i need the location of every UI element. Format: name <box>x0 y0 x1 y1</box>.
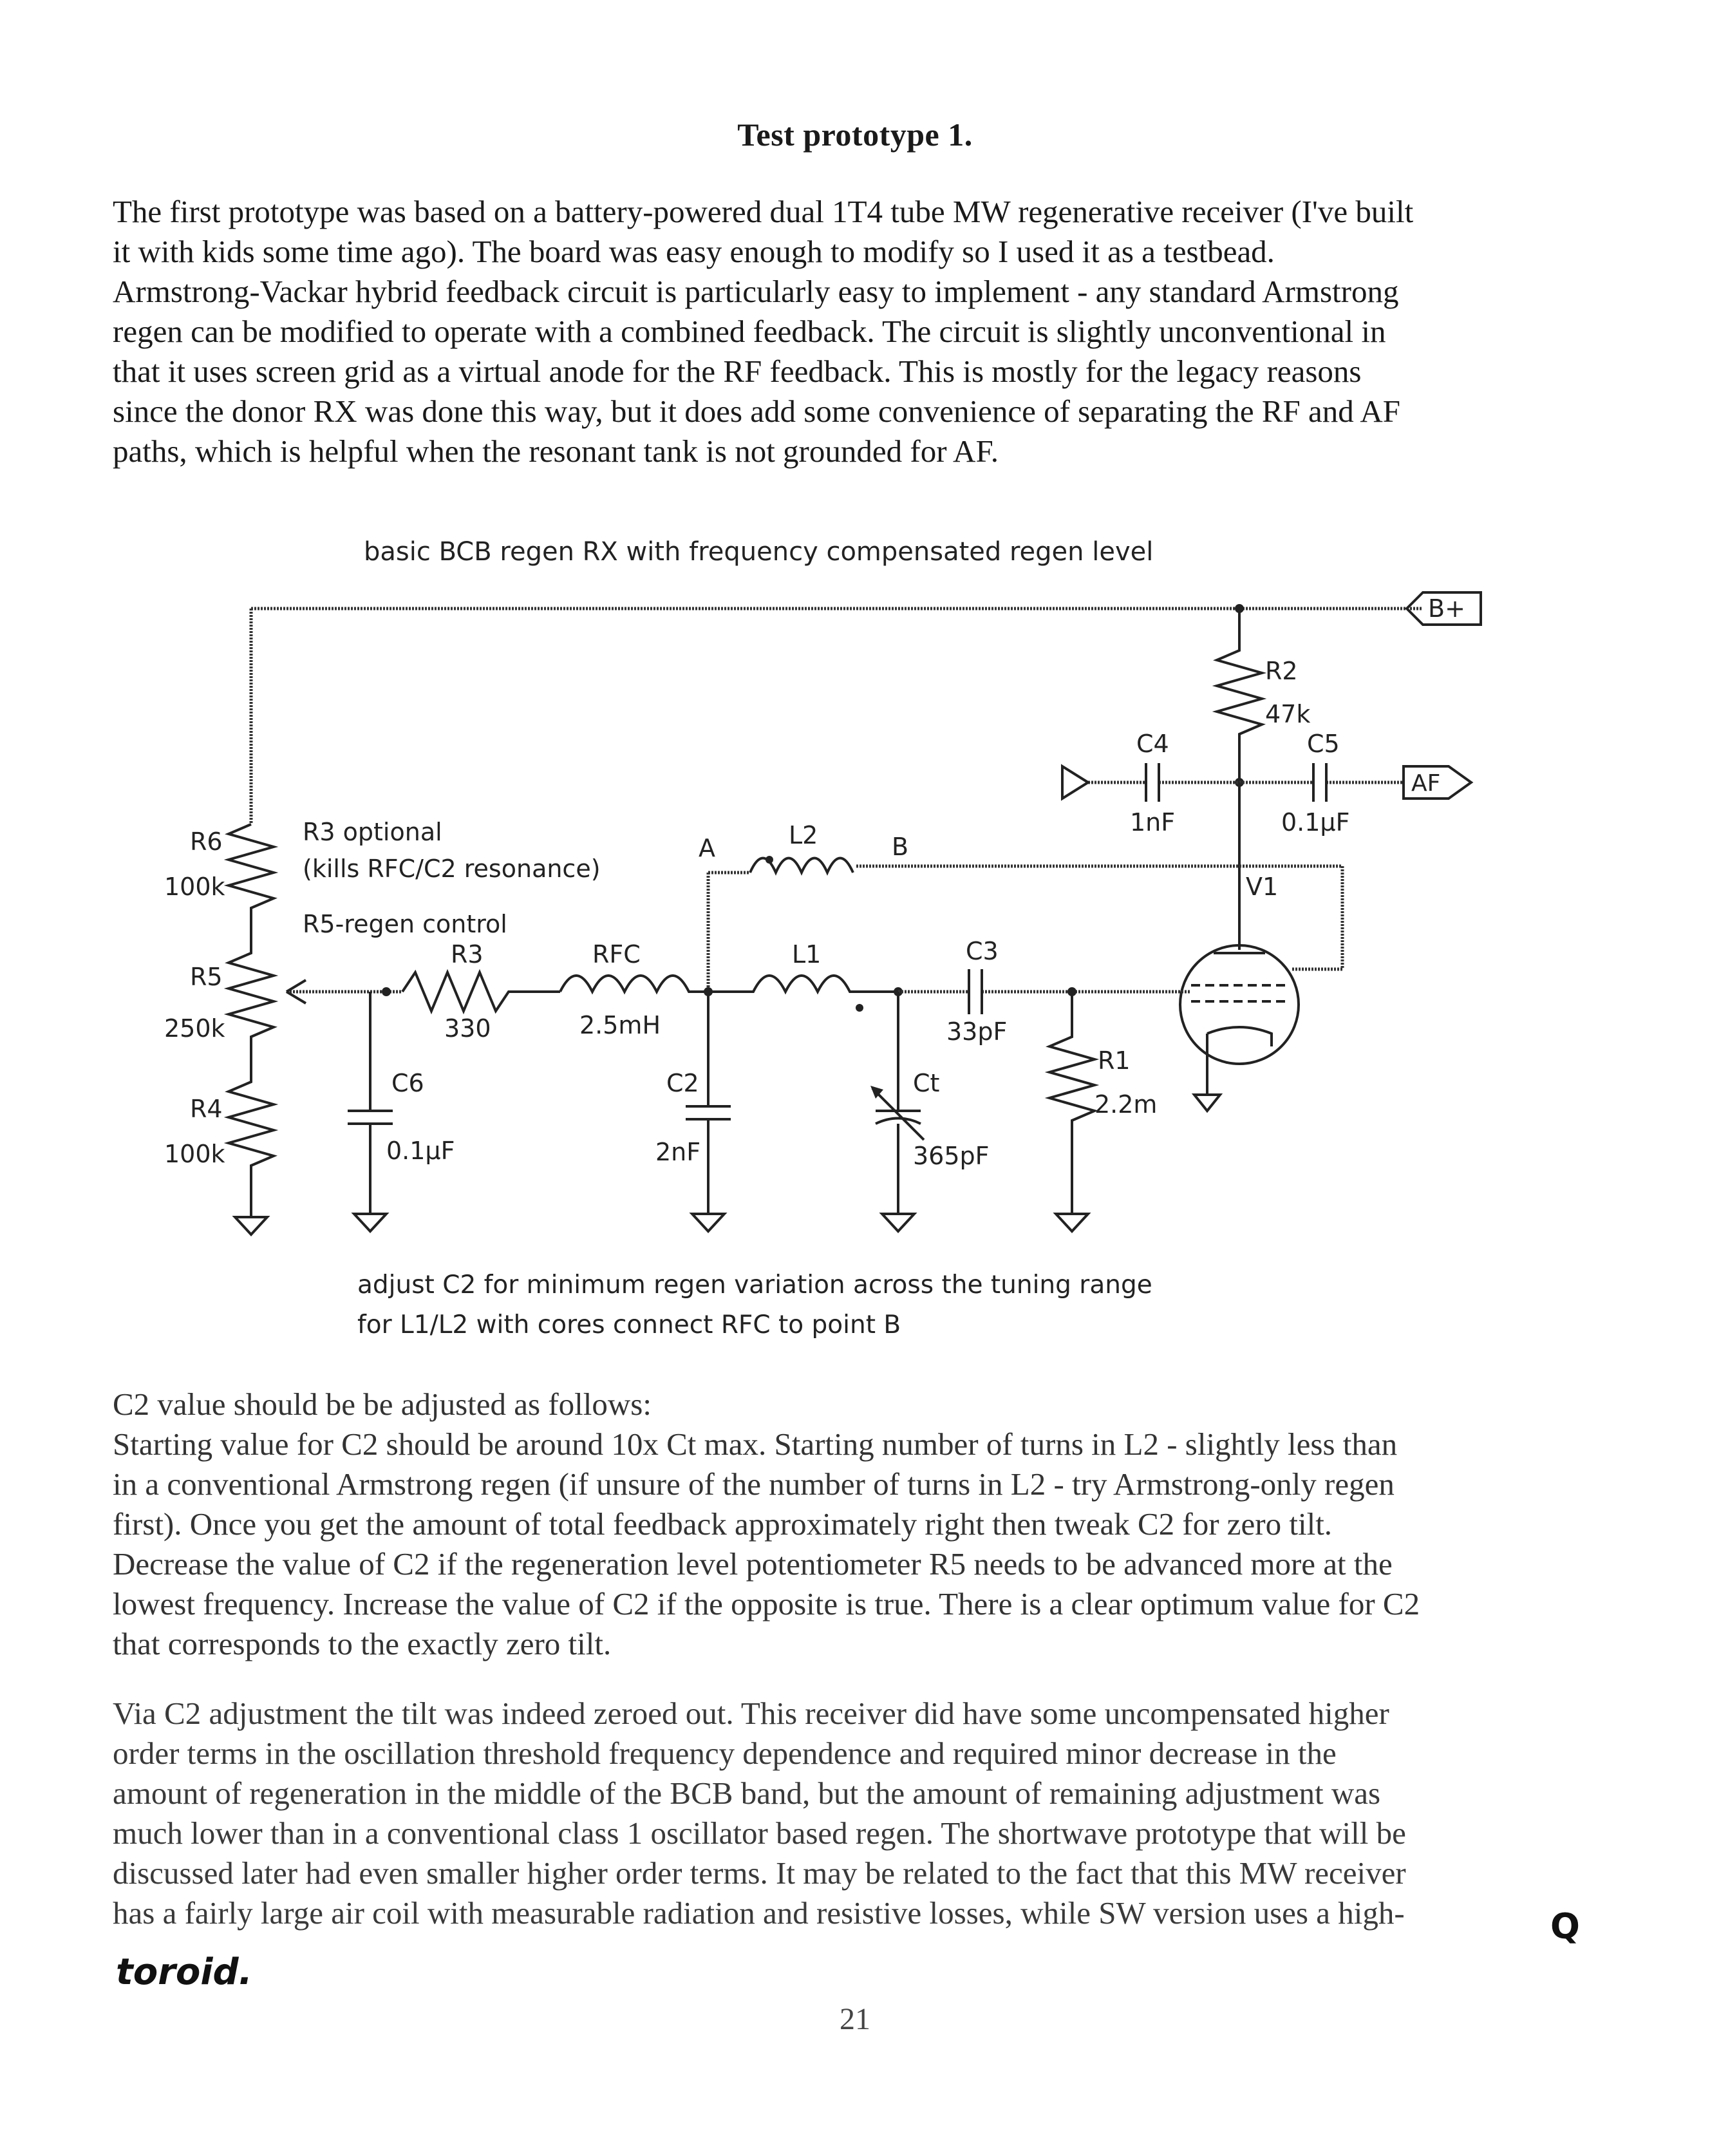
v1-tube <box>1180 945 1299 1064</box>
r3-value: 330 <box>444 1014 491 1043</box>
r2-resistor <box>1217 609 1262 782</box>
r1-name: R1 <box>1098 1046 1131 1075</box>
text-line: lowest frequency. Increase the value of C2 if the opposite is true. There is a clear optimum value for C2 <box>113 1586 1420 1622</box>
c5-name: C5 <box>1307 730 1340 758</box>
text-line: regen can be modified to operate with a combined feedback. The circuit is slightly unconventional in <box>113 314 1386 349</box>
l1-inductor <box>708 976 898 992</box>
ground-symbol <box>354 1214 386 1231</box>
c2-capacitor <box>686 992 731 1214</box>
c4-name: C4 <box>1136 730 1169 758</box>
r4-name: R4 <box>190 1095 223 1123</box>
r3-name: R3 <box>451 940 484 969</box>
r5-note: R5-regen control <box>303 910 507 938</box>
ground-symbol <box>692 1214 724 1231</box>
c5-value: 0.1μF <box>1281 808 1350 837</box>
r3-note-2: (kills RFC/C2 resonance) <box>303 855 601 883</box>
text-line: C2 value should be be adjusted as follows: <box>113 1386 652 1422</box>
c2-name: C2 <box>666 1069 699 1097</box>
schematic-caption-top: basic BCB regen RX with frequency compensated regen level <box>364 537 1154 567</box>
text-line: in a conventional Armstrong regen (if unsure of the number of turns in L2 - try Armstrong-only regen <box>113 1466 1395 1502</box>
v1-name: V1 <box>1246 873 1279 901</box>
ct-value: 365pF <box>913 1142 990 1170</box>
c5-capacitor <box>1313 763 1326 802</box>
c2-adjustment-paragraph <box>113 1385 1593 1664</box>
b-plus-label: B+ <box>1428 594 1465 623</box>
l2-dot <box>766 856 773 864</box>
node-a-wire <box>708 873 750 992</box>
text-line: has a fairly large air coil with measurable radiation and resistive losses, while SW version uses a high- <box>113 1895 1405 1931</box>
ground-symbol <box>1062 766 1088 799</box>
l2-inductor <box>750 858 853 873</box>
page-number: 21 <box>840 2002 870 2036</box>
ground-symbol <box>882 1214 914 1231</box>
c3-capacitor <box>969 969 982 1014</box>
text-line: that it uses screen grid as a virtual anode for the RF feedback. This is mostly for the legacy reasons <box>113 354 1362 389</box>
junction-dot <box>382 987 391 996</box>
text-line: it with kids some time ago). The board was easy enough to modify so I used it as a testbead. <box>113 234 1275 269</box>
results-paragraph <box>113 1694 1593 1933</box>
c4-capacitor <box>1146 763 1159 802</box>
text-line: Via C2 adjustment the tilt was indeed zeroed out. This receiver did have some uncompensated higher <box>113 1696 1389 1731</box>
text-line: since the donor RX was done this way, but it does add some convenience of separating the RF and AF <box>113 393 1400 429</box>
v1-filament <box>1207 1027 1272 1046</box>
handwritten-q: Q <box>1550 1906 1580 1947</box>
text-line: Decrease the value of C2 if the regeneration level potentiometer R5 needs to be advanced more at the <box>113 1546 1393 1582</box>
af-label: AF <box>1411 770 1441 797</box>
r5-value: 250k <box>164 1014 225 1043</box>
text-line: discussed later had even smaller higher order terms. It may be related to the fact that this MW receiver <box>113 1855 1406 1891</box>
r4-value: 100k <box>164 1140 225 1168</box>
text-line: that corresponds to the exactly zero tilt. <box>113 1626 612 1661</box>
rfc-name: RFC <box>592 940 641 969</box>
c2-value: 2nF <box>655 1138 701 1166</box>
ground-symbol <box>1056 1214 1088 1231</box>
r3-resistor <box>402 972 560 1011</box>
node-b-label: B <box>892 833 909 861</box>
c3-name: C3 <box>966 937 999 965</box>
r1-resistor <box>1049 992 1095 1214</box>
text-line: much lower than in a conventional class 1 oscillator based regen. The shortwave prototype that will be <box>113 1815 1406 1851</box>
r2-value: 47k <box>1265 700 1311 728</box>
page-title: Test prototype 1. <box>737 117 973 153</box>
text-line: Starting value for C2 should be around 10x Ct max. Starting number of turns in L2 - slightly less than <box>113 1426 1398 1462</box>
node-a-label: A <box>699 834 715 862</box>
l1-dot <box>856 1004 863 1012</box>
c6-value: 0.1μF <box>386 1137 455 1165</box>
l1-name: L1 <box>792 940 822 969</box>
c3-value: 33pF <box>946 1017 1008 1046</box>
r2-name: R2 <box>1265 657 1298 685</box>
text-line: Armstrong-Vackar hybrid feedback circuit is particularly easy to implement - any standard Armstrong <box>113 274 1399 309</box>
ct-variable-capacitor <box>876 992 921 1214</box>
ground-symbol <box>235 1217 267 1234</box>
c4-value: 1nF <box>1130 808 1176 837</box>
c6-capacitor <box>348 992 393 1214</box>
r3-note-1: R3 optional <box>303 818 442 846</box>
voltage-divider-r6-r5-r4 <box>229 824 274 1217</box>
ct-name: Ct <box>913 1069 940 1097</box>
bottom-note-2: for L1/L2 with cores connect RFC to point B <box>357 1310 901 1339</box>
handwritten-toroid: toroid. <box>116 1951 252 1993</box>
text-line: order terms in the oscillation threshold frequency dependence and required minor decrease in the <box>113 1735 1337 1771</box>
r6-name: R6 <box>190 827 223 856</box>
text-line: The first prototype was based on a battery-powered dual 1T4 tube MW regenerative receiver (I've built <box>113 194 1414 229</box>
r1-value: 2.2m <box>1095 1090 1158 1119</box>
v1-grids <box>1191 985 1288 1001</box>
text-line: paths, which is helpful when the resonant tank is not grounded for AF. <box>113 433 999 469</box>
text-line: first). Once you get the amount of total feedback approximately right then tweak C2 for zero tilt. <box>113 1506 1333 1542</box>
c6-name: C6 <box>391 1069 424 1097</box>
rfc-value: 2.5mH <box>579 1011 661 1039</box>
b-plus-rail <box>251 609 1423 824</box>
l2-name: L2 <box>789 821 818 849</box>
text-line: amount of regeneration in the middle of the BCB band, but the amount of remaining adjustment was <box>113 1775 1381 1811</box>
bottom-note-1: adjust C2 for minimum regen variation across the tuning range <box>357 1271 1152 1300</box>
r5-name: R5 <box>190 963 223 991</box>
r6-value: 100k <box>164 873 225 901</box>
rfc-inductor <box>560 976 708 992</box>
